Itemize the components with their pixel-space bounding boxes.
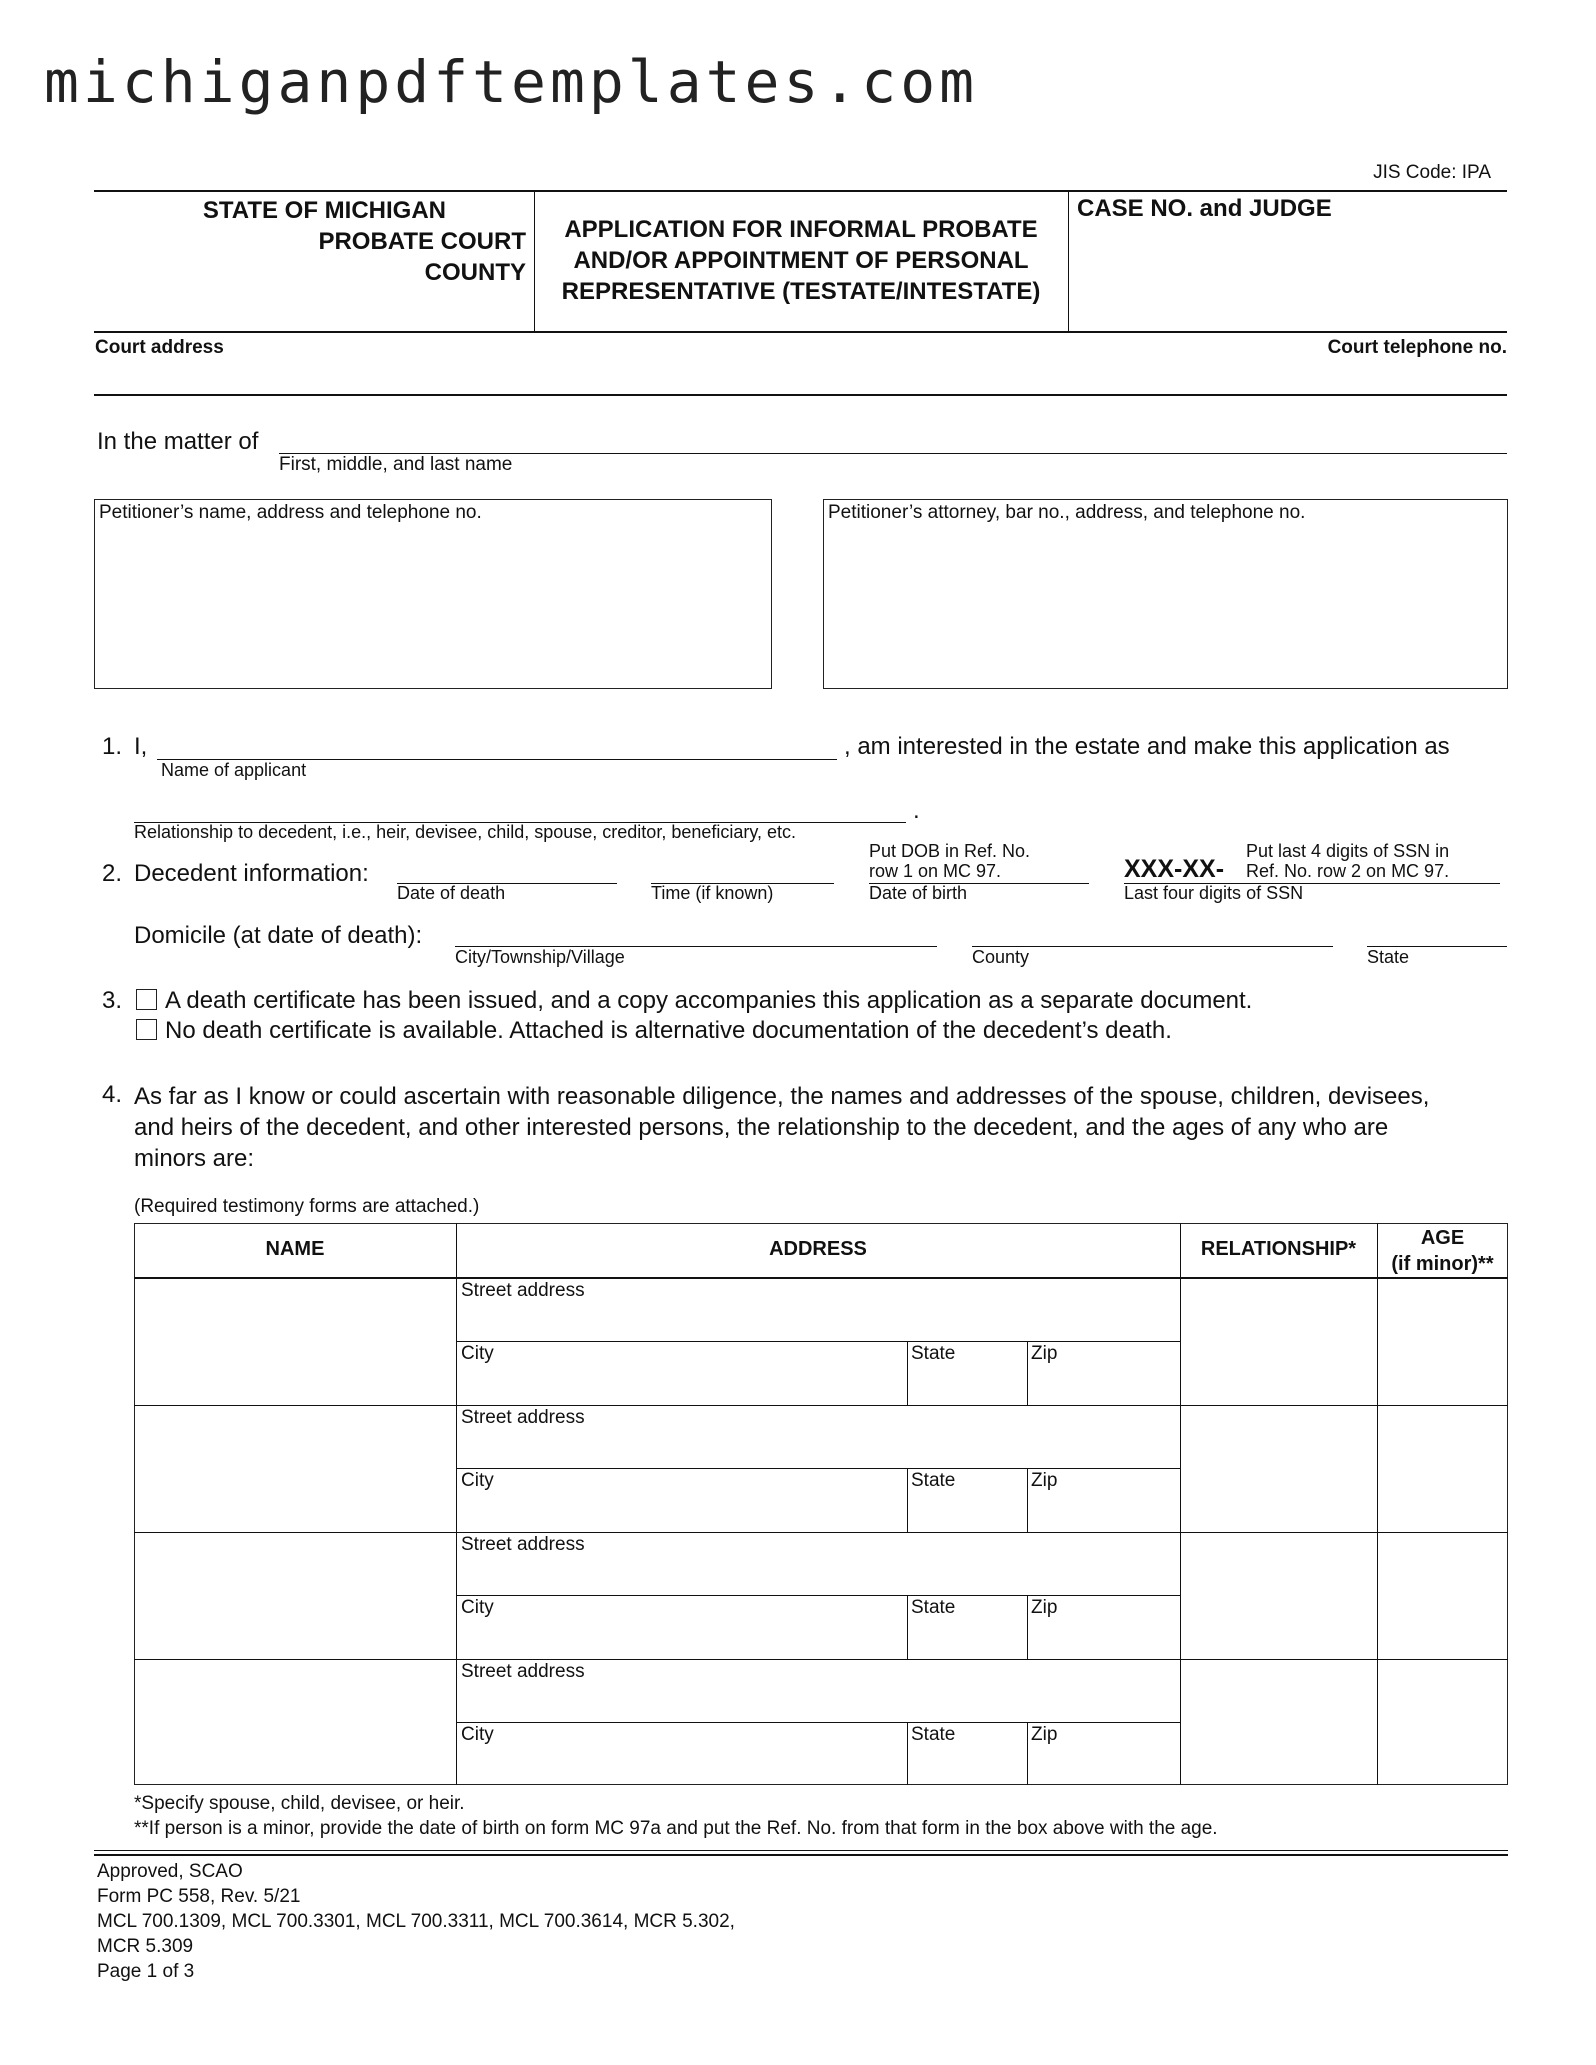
- state-name: STATE OF MICHIGAN: [202, 197, 446, 224]
- table-row-3-zip-divider: [1027, 1595, 1028, 1659]
- item4-text: [134, 1081, 1429, 1174]
- item3-number: 3.: [102, 987, 123, 1014]
- table-row-4-relationship-field[interactable]: [1182, 1661, 1375, 1783]
- table-row-4-state-divider: [907, 1722, 908, 1785]
- item4-line-2: and heirs of the decedent, and other interested persons, the relationship to the decedent, and the ages of any who are: [134, 1114, 1389, 1141]
- table-row-4-age-field[interactable]: [1379, 1661, 1506, 1783]
- footer-form-number: Form PC 558, Rev. 5/21: [97, 1886, 301, 1907]
- petitioner-box-label: Petitioner’s name, address and telephone no.: [99, 502, 482, 523]
- form-title-line-1: APPLICATION FOR INFORMAL PROBATE: [564, 216, 1038, 243]
- table-header-age-line-2: (if minor)**: [1391, 1253, 1494, 1275]
- case-no-label: CASE NO. and JUDGE: [1077, 195, 1332, 222]
- table-header-age: [1377, 1225, 1508, 1277]
- table-row-4-name-field[interactable]: [136, 1661, 454, 1783]
- dob-note: [869, 841, 1030, 881]
- table-row-4-city-label: City: [461, 1724, 494, 1745]
- footer-page-number: Page 1 of 3: [97, 1961, 195, 1982]
- footer-rule-bottom: [94, 1854, 1508, 1856]
- court-address-label: Court address: [95, 337, 224, 358]
- date-of-death-field[interactable]: [397, 858, 617, 883]
- table-row-2-zip-divider: [1027, 1468, 1028, 1532]
- applicant-name-field[interactable]: [157, 730, 837, 758]
- domicile-state-field[interactable]: [1367, 920, 1507, 946]
- table-row-2-bottom-rule: [134, 1532, 1508, 1533]
- table-row-1-street-label: Street address: [461, 1280, 585, 1301]
- dob-note-line-2: row 1 on MC 97.: [869, 861, 1002, 881]
- table-row-3-relationship-field[interactable]: [1182, 1534, 1375, 1657]
- table-row-2-zip-label: Zip: [1031, 1470, 1058, 1491]
- attorney-box[interactable]: [823, 499, 1508, 689]
- ssn-label: Last four digits of SSN: [1124, 883, 1304, 903]
- time-of-death-field[interactable]: [651, 858, 834, 883]
- petitioner-box[interactable]: [94, 499, 772, 689]
- domicile-county-label: County: [972, 947, 1030, 967]
- header-bottom-rule: [94, 331, 1507, 333]
- table-row-1-state-divider: [907, 1341, 908, 1405]
- domicile-state-label: State: [1367, 947, 1410, 967]
- table-row-1-bottom-rule: [134, 1405, 1508, 1406]
- footer-info: [97, 1859, 735, 1984]
- relationship-period: .: [913, 797, 920, 824]
- table-row-3-bottom-rule: [134, 1659, 1508, 1660]
- court-address-field[interactable]: [94, 360, 1507, 392]
- table-row-4-street-rule: [456, 1722, 1180, 1723]
- form-title: [536, 214, 1066, 307]
- table-row-3-age-field[interactable]: [1379, 1534, 1506, 1657]
- form-title-line-2: AND/OR APPOINTMENT OF PERSONAL: [573, 247, 1029, 274]
- relationship-field[interactable]: [134, 794, 906, 822]
- court-phone-label: Court telephone no.: [1327, 337, 1507, 358]
- table-row-1-age-field[interactable]: [1379, 1280, 1506, 1403]
- table-row-3-street-label: Street address: [461, 1534, 585, 1555]
- table-row-1-relationship-field[interactable]: [1182, 1280, 1375, 1403]
- table-row-1-state-label: State: [911, 1343, 956, 1364]
- table-row-2-state-label: State: [911, 1470, 956, 1491]
- decedent-info-label: Decedent information:: [134, 860, 369, 887]
- form-title-line-3: REPRESENTATIVE (TESTATE/INTESTATE): [561, 278, 1041, 305]
- item4-line-3: minors are:: [134, 1145, 255, 1172]
- table-row-2-state-divider: [907, 1468, 908, 1532]
- table-row-2-city-label: City: [461, 1470, 494, 1491]
- table-row-1-zip-divider: [1027, 1341, 1028, 1405]
- ssn-note-line-2: Ref. No. row 2 on MC 97.: [1246, 861, 1450, 881]
- relationship-label: Relationship to decedent, i.e., heir, devisee, child, spouse, creditor, beneficiary, etc.: [134, 822, 797, 842]
- date-of-death-label: Date of death: [397, 883, 506, 903]
- table-header-relationship: RELATIONSHIP*: [1200, 1238, 1357, 1260]
- table-row-2-street-rule: [456, 1468, 1180, 1469]
- matter-sublabel: First, middle, and last name: [279, 454, 513, 475]
- table-col-divider-relationship: [1377, 1223, 1378, 1785]
- table-row-4-zip-label: Zip: [1031, 1724, 1058, 1745]
- table-row-3-street-rule: [456, 1595, 1180, 1596]
- table-row-3-state-label: State: [911, 1597, 956, 1618]
- footer-approved: Approved, SCAO: [97, 1861, 243, 1882]
- death-certificate-issued-checkbox[interactable]: [136, 989, 157, 1010]
- domicile-city-field[interactable]: [455, 920, 937, 946]
- table-row-4-state-label: State: [911, 1724, 956, 1745]
- item4-number: 4.: [102, 1081, 123, 1108]
- table-row-3-city-label: City: [461, 1597, 494, 1618]
- header-divider-1: [534, 191, 535, 332]
- footnote-relationship: *Specify spouse, child, devisee, or heir.: [134, 1793, 465, 1814]
- time-of-death-label: Time (if known): [651, 883, 774, 903]
- item1-suffix: , am interested in the estate and make this application as: [844, 733, 1450, 760]
- case-no-field[interactable]: [1070, 230, 1506, 328]
- court-heading: [94, 195, 526, 288]
- table-row-3-name-field[interactable]: [136, 1534, 454, 1657]
- table-row-3-zip-label: Zip: [1031, 1597, 1058, 1618]
- table-header-address: ADDRESS: [769, 1238, 867, 1260]
- table-col-divider-name: [456, 1223, 457, 1785]
- footnote-minor: **If person is a minor, provide the date of birth on form MC 97a and put the Ref. No. from that form in the box above with the age.: [134, 1818, 1218, 1839]
- table-row-1-street-rule: [456, 1341, 1180, 1342]
- matter-name-field[interactable]: [279, 425, 1507, 453]
- footer-statutes: MCL 700.1309, MCL 700.3301, MCL 700.3311, MCL 700.3614, MCR 5.302,: [97, 1911, 735, 1932]
- court-type: PROBATE COURT: [318, 228, 526, 255]
- table-header-age-line-1: AGE: [1420, 1227, 1465, 1249]
- header-top-rule: [94, 190, 1507, 192]
- table-header-name: NAME: [265, 1238, 325, 1260]
- testimony-note: (Required testimony forms are attached.): [134, 1196, 480, 1217]
- footer-statutes-2: MCR 5.309: [97, 1936, 194, 1957]
- domicile-label: Domicile (at date of death):: [134, 922, 423, 949]
- jis-code: JIS Code: IPA: [1373, 162, 1491, 183]
- table-row-2-street-label: Street address: [461, 1407, 585, 1428]
- table-row-1-city-label: City: [461, 1343, 494, 1364]
- item1-number: 1.: [102, 733, 123, 760]
- dob-label: Date of birth: [869, 883, 968, 903]
- domicile-county-field[interactable]: [972, 920, 1333, 946]
- item4-line-1: As far as I know or could ascertain with reasonable diligence, the names and addresses of the spouse, children, devisees,: [134, 1083, 1430, 1110]
- dob-note-line-1: Put DOB in Ref. No.: [869, 841, 1031, 861]
- table-row-4-street-label: Street address: [461, 1661, 585, 1682]
- site-watermark: michiganpdftemplates.com: [44, 48, 979, 116]
- table-row-1-zip-label: Zip: [1031, 1343, 1058, 1364]
- ssn-prefix: XXX-XX-: [1124, 855, 1225, 883]
- domicile-city-label: City/Township/Village: [455, 947, 625, 967]
- header-divider-2: [1068, 191, 1069, 332]
- death-certificate-issued-label: A death certificate has been issued, and a copy accompanies this application as a separate document.: [165, 987, 1253, 1014]
- table-row-3-state-divider: [907, 1595, 908, 1659]
- no-death-certificate-label: No death certificate is available. Attached is alternative documentation of the decedent’s death.: [165, 1017, 1172, 1044]
- table-row-2-relationship-field[interactable]: [1182, 1407, 1375, 1530]
- table-header-rule: [134, 1277, 1508, 1279]
- table-row-2-age-field[interactable]: [1379, 1407, 1506, 1530]
- applicant-name-label: Name of applicant: [161, 760, 307, 780]
- attorney-box-label: Petitioner’s attorney, bar no., address, and telephone no.: [828, 502, 1306, 523]
- item2-number: 2.: [102, 860, 123, 887]
- item1-prefix: I,: [134, 733, 148, 760]
- table-row-4-zip-divider: [1027, 1722, 1028, 1785]
- footer-rule-top: [94, 1850, 1508, 1851]
- ssn-note: [1246, 841, 1449, 881]
- matter-label: In the matter of: [97, 428, 259, 455]
- table-row-1-name-field[interactable]: [136, 1280, 454, 1403]
- county-label: COUNTY: [424, 259, 526, 286]
- ssn-note-line-1: Put last 4 digits of SSN in: [1246, 841, 1450, 861]
- table-row-2-name-field[interactable]: [136, 1407, 454, 1530]
- court-address-rule: [94, 394, 1507, 396]
- no-death-certificate-checkbox[interactable]: [136, 1019, 157, 1040]
- table-col-divider-address: [1180, 1223, 1181, 1785]
